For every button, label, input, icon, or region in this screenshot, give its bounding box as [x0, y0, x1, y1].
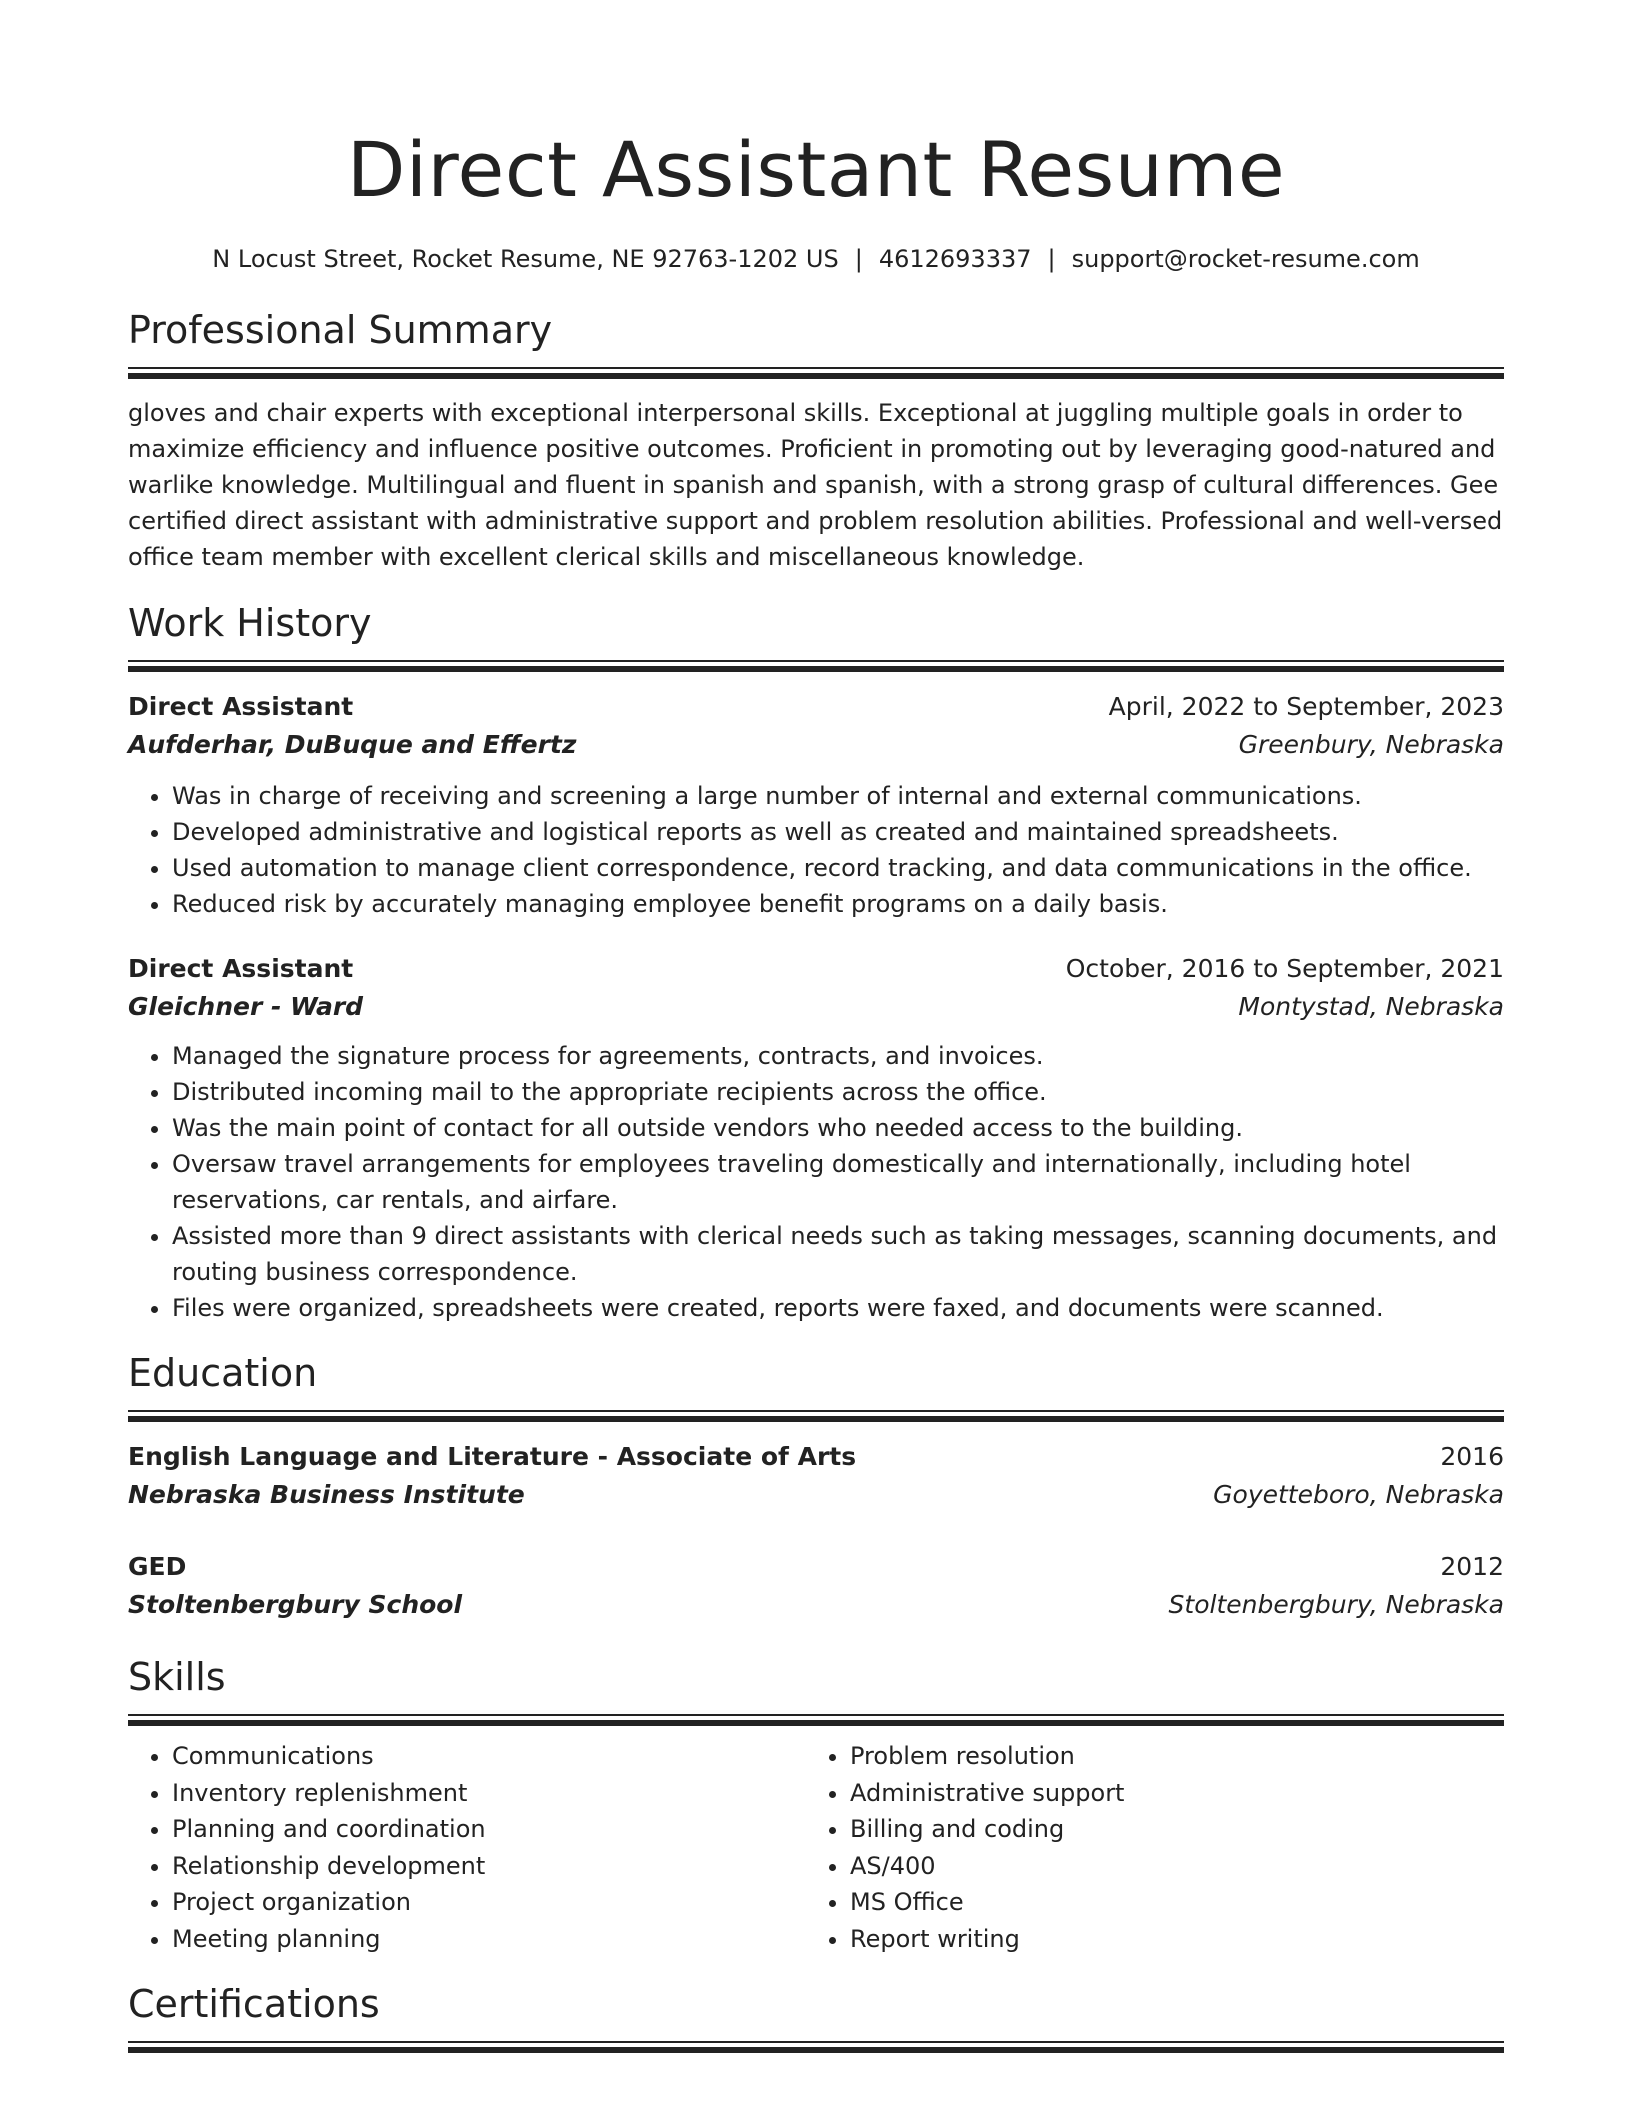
skill-item: • Inventory replenishment: [172, 1775, 806, 1812]
skills-section: [128, 1654, 1504, 1957]
list-item: • Oversaw travel arrangements for employees traveling domestically and internationally, including hotel reservations, car rentals, and airfare.: [172, 1146, 1504, 1218]
education-location: Stoltenbergbury, Nebraska: [1168, 1590, 1504, 1619]
job-location: Greenbury, Nebraska: [1238, 730, 1504, 759]
summary-text: gloves and chair experts with exceptional interpersonal skills. Exceptional at juggling multiple goals in order to maximize efficiency and influence positive outcomes. Proficient in promoting out by leveraging good-natured and warlike knowledge. Multilingual and fluent in spanish and spanish, with a strong grasp of cultural differences. Gee certified direct assistant with administrative support and problem resolution abilities. Professional and well-versed office team member with excellent clerical skills and miscellaneous knowledge.: [128, 399, 1503, 571]
summary-section: [128, 307, 1504, 575]
job-location: Montystad, Nebraska: [1238, 992, 1504, 1021]
list-item: • Distributed incoming mail to the appropriate recipients across the office.: [172, 1074, 1504, 1110]
section-title-skills: Skills: [128, 1655, 226, 1699]
contact-separator: |: [854, 245, 863, 273]
skill-item: • Project organization: [172, 1884, 806, 1921]
job-duties: [128, 1038, 1504, 1326]
list-item: • Used automation to manage client correspondence, record tracking, and data communications in the office.: [172, 850, 1504, 886]
job-title: Direct Assistant: [128, 954, 354, 983]
list-item: • Was the main point of contact for all outside vendors who needed access to the building.: [172, 1110, 1504, 1146]
skills-grid: [128, 1738, 1504, 1957]
list-item: • Reduced risk by accurately managing employee benefit programs on a daily basis.: [172, 886, 1504, 922]
job-header-row: [128, 950, 1504, 988]
job-company-row: [128, 726, 1504, 764]
education-year: 2012: [1440, 1552, 1504, 1581]
skill-item: • MS Office: [850, 1884, 1484, 1921]
section-divider: [128, 1410, 1504, 1412]
section-divider: [128, 2047, 1504, 2053]
list-item: • Assisted more than 9 direct assistants with clerical needs such as taking messages, scanning documents, and routing business correspondence.: [172, 1218, 1504, 1290]
job-title: Direct Assistant: [128, 692, 354, 721]
resume-title: Direct Assistant Resume: [346, 125, 1286, 214]
education-header-row: [128, 1548, 1504, 1586]
education-school-row: [128, 1586, 1504, 1624]
section-divider: [128, 1416, 1504, 1422]
list-item: • Managed the signature process for agreements, contracts, and invoices.: [172, 1038, 1504, 1074]
section-divider: [128, 1720, 1504, 1726]
list-item: • Files were organized, spreadsheets were created, reports were faxed, and documents were scanned.: [172, 1290, 1504, 1326]
education-entry: [128, 1548, 1504, 1624]
contact-phone: 4612693337: [878, 245, 1032, 273]
job-entry: [128, 950, 1504, 1326]
job-dates: October, 2016 to September, 2021: [1065, 954, 1504, 983]
section-title-education: Education: [128, 1351, 318, 1395]
job-company: Aufderhar, DuBuque and Effertz: [128, 730, 577, 759]
skills-list-left: [128, 1738, 806, 1957]
section-divider: [128, 2041, 1504, 2043]
education-year: 2016: [1440, 1442, 1504, 1471]
skill-item: • AS/400: [850, 1848, 1484, 1885]
section-divider: [128, 666, 1504, 672]
contact-address: N Locust Street, Rocket Resume, NE 92763-1202 US: [212, 245, 839, 273]
section-divider: [128, 367, 1504, 369]
job-duties: [128, 778, 1504, 922]
list-item: • Was in charge of receiving and screening a large number of internal and external communications.: [172, 778, 1504, 814]
education-location: Goyetteboro, Nebraska: [1213, 1480, 1504, 1509]
section-divider: [128, 1714, 1504, 1716]
skills-list-right: [806, 1738, 1484, 1957]
skill-item: • Communications: [172, 1738, 806, 1775]
section-title-summary: Professional Summary: [128, 308, 553, 352]
skill-item: • Planning and coordination: [172, 1811, 806, 1848]
section-divider: [128, 373, 1504, 379]
section-title-work-history: Work History: [128, 601, 372, 645]
certifications-section: [128, 1981, 1504, 2053]
education-section: [128, 1350, 1504, 1624]
job-company: Gleichner - Ward: [128, 992, 364, 1021]
education-school: Nebraska Business Institute: [128, 1480, 525, 1509]
skill-item: • Administrative support: [850, 1775, 1484, 1812]
job-entry: [128, 688, 1504, 922]
job-dates: April, 2022 to September, 2023: [1108, 692, 1504, 721]
skill-item: • Problem resolution: [850, 1738, 1484, 1775]
job-header-row: [128, 688, 1504, 726]
education-degree: English Language and Literature - Associate of Arts: [128, 1442, 857, 1471]
skill-item: • Relationship development: [172, 1848, 806, 1885]
education-header-row: [128, 1438, 1504, 1476]
contact-email: support@rocket-resume.com: [1071, 245, 1420, 273]
section-divider: [128, 660, 1504, 662]
education-degree: GED: [128, 1552, 187, 1581]
education-school-row: [128, 1476, 1504, 1514]
list-item: • Developed administrative and logistical reports as well as created and maintained spreadsheets.: [172, 814, 1504, 850]
contact-line: [128, 244, 1504, 274]
skill-item: • Report writing: [850, 1921, 1484, 1958]
skill-item: • Billing and coding: [850, 1811, 1484, 1848]
section-title-certifications: Certifications: [128, 1982, 380, 2026]
skill-item: • Meeting planning: [172, 1921, 806, 1958]
education-school: Stoltenbergbury School: [128, 1590, 463, 1619]
resume-page: [128, 0, 1504, 2053]
contact-separator: |: [1047, 245, 1056, 273]
education-entry: [128, 1438, 1504, 1514]
job-company-row: [128, 988, 1504, 1026]
work-history-section: [128, 600, 1504, 1326]
